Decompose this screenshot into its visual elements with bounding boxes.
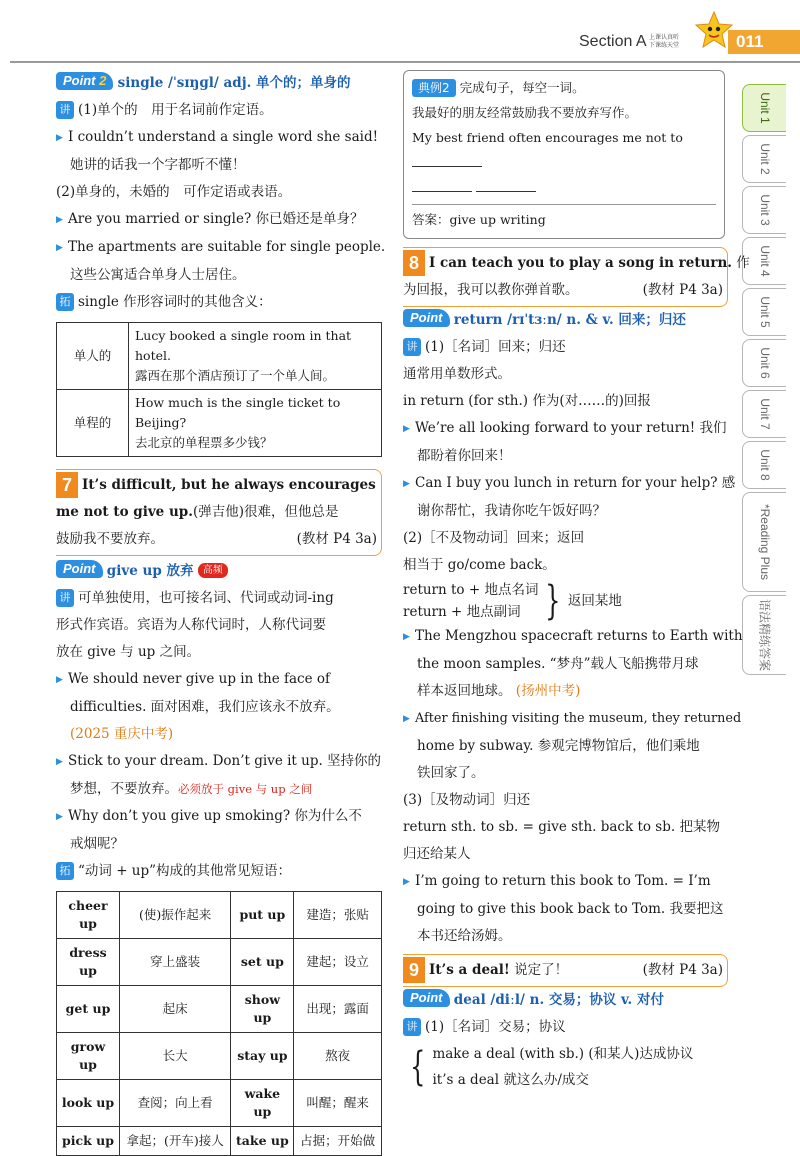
sentence-7-box <box>56 469 382 556</box>
table-cell: 占据；开始做 <box>294 1127 382 1156</box>
sentence-9-translation: 说定了！ <box>514 962 569 978</box>
tab-label: Unit 4 <box>757 245 772 277</box>
deal-sense-1: (1)［名词］交易；协议 <box>425 1019 566 1035</box>
point-tag-text: Point <box>63 73 96 88</box>
section-label: Section A <box>579 33 647 50</box>
table-cell: 穿上盛装 <box>120 939 231 986</box>
page-number: 011 <box>728 30 800 54</box>
tab-unit-7[interactable] <box>742 390 786 438</box>
example-sentence: After finishing visiting the museum, they returned <box>415 711 742 726</box>
right-column <box>403 70 750 1093</box>
table-cell: 熬夜 <box>294 1033 382 1080</box>
table-cell: 单人的 <box>57 323 129 390</box>
explain-icon: 讲 <box>56 101 74 119</box>
tab-unit-5[interactable] <box>742 288 786 336</box>
table-cell: 建起；设立 <box>294 939 382 986</box>
example-translation: 这些公寓适合单身人士居住。 <box>70 267 246 283</box>
example-tag: 典例2 <box>412 79 456 97</box>
table-row <box>57 939 382 986</box>
example-2-box <box>403 70 725 239</box>
sentence-8-line-2: 为回报，我可以教你弹首歌。 <box>403 282 579 298</box>
sentence-7-line-2b: (弹吉他)很难，但他总是 <box>192 504 339 520</box>
tab-label: Unit 2 <box>757 143 772 175</box>
example-sentence: The Mengzhou spacecraft returns to Earth with <box>415 628 743 644</box>
example-task: 完成句子，每空一词。 <box>459 80 585 95</box>
table-cell: take up <box>231 1127 294 1156</box>
sentence-7-line-1: It’s difficult, but he always encourages <box>82 477 376 493</box>
bullet-icon: ▶ <box>403 424 410 434</box>
give-up-heading <box>56 558 382 585</box>
tab-label: Unit 3 <box>757 194 772 226</box>
sentence-number: 7 <box>56 472 78 498</box>
sentence-7-line-3: 鼓励我不要放弃。 <box>56 531 164 547</box>
answer-blank[interactable] <box>412 153 482 167</box>
p2-sense-2: (2)单身的，未婚的 可作定语或表语。 <box>56 184 292 200</box>
sentence-8-line-1b: 作 <box>736 255 750 271</box>
example-translation: 铁回家了。 <box>417 765 485 781</box>
tab-label: *Reading Plus <box>757 503 772 581</box>
header-rule <box>10 61 800 63</box>
example-sentence: the moon samples. “梦舟”载人飞船携带月球 <box>417 656 699 672</box>
table-cell: grow up <box>57 1033 120 1080</box>
tab-label: Unit 5 <box>757 296 772 328</box>
brace-icon: { <box>410 1044 426 1090</box>
tab-unit-2[interactable] <box>742 135 786 183</box>
example-translation: 谢你帮忙，我请你吃午饭好吗？ <box>417 503 606 519</box>
example-sentence: home by subway. 参观完博物馆后，他们乘地 <box>417 738 700 754</box>
tab-label: Unit 7 <box>757 398 772 430</box>
bullet-icon: ▶ <box>403 714 410 724</box>
table-cell: wake up <box>231 1080 294 1127</box>
table-cell: 单程的 <box>57 390 129 457</box>
phrase-extension: “动词 + up”构成的其他常见短语： <box>78 863 292 879</box>
sentence-8-box <box>403 247 750 307</box>
bullet-icon: ▶ <box>56 812 63 822</box>
tab-label: 语法精练答案 <box>757 598 771 672</box>
return-phrase-meaning: 归还给某人 <box>403 846 471 862</box>
example-sentence: Are you married or single? 你已婚还是单身？ <box>68 211 364 227</box>
sentence-8-line-1: I can teach you to play a song in return. <box>429 255 732 271</box>
left-column <box>56 70 386 1156</box>
table-cell: stay up <box>231 1033 294 1080</box>
example-translation: 她讲的话我一个字都听不懂！ <box>70 157 246 173</box>
return-note: 通常用单数形式。 <box>403 366 511 382</box>
point-tag <box>56 72 113 90</box>
point-tag: Point <box>403 989 450 1007</box>
tab-label: Unit 6 <box>757 347 772 379</box>
deal-phrases-block <box>403 1041 728 1093</box>
example-answer: 答案：give up writing <box>412 204 716 232</box>
deal-phrase: it’s a deal 就这么办/成交 <box>432 1072 589 1088</box>
tab-unit-8[interactable] <box>742 441 786 489</box>
give-up-word: give up 放弃 <box>106 563 194 579</box>
deal-heading <box>403 987 728 1014</box>
tab-label: Unit 1 <box>757 92 772 124</box>
table-cell <box>129 323 382 390</box>
p2-extension: single 作形容词时的其他含义： <box>78 294 272 310</box>
bullet-icon: ▶ <box>56 243 63 253</box>
cell-zh: 去北京的单程票多少钱？ <box>135 435 273 450</box>
tab-unit-1[interactable] <box>742 84 786 132</box>
sentence-number: 9 <box>403 957 425 983</box>
answer-blank[interactable] <box>412 178 472 192</box>
table-cell: show up <box>231 986 294 1033</box>
single-meanings-table <box>56 322 382 457</box>
table-row <box>57 1127 382 1156</box>
table-row <box>57 986 382 1033</box>
table-cell: look up <box>57 1080 120 1127</box>
bullet-icon: ▶ <box>403 877 410 887</box>
point-2-heading <box>56 70 382 97</box>
table-cell: cheer up <box>57 892 120 939</box>
brace-icon: } <box>545 578 561 624</box>
bullet-icon: ▶ <box>403 479 410 489</box>
sentence-9-box <box>403 954 728 987</box>
example-prompt-zh: 我最好的朋友经常鼓励我不要放弃写作。 <box>412 105 638 120</box>
bullet-icon: ▶ <box>56 133 63 143</box>
table-cell: 起床 <box>120 986 231 1033</box>
example-translation: 戒烟呢？ <box>70 836 124 852</box>
textbook-ref: (教材 P4 3a) <box>642 962 723 978</box>
sentence-number: 8 <box>403 250 425 276</box>
return-place-block <box>403 579 728 623</box>
point-2-word: single /ˈsɪŋɡl/ adj. 单个的；单身的 <box>117 75 351 91</box>
return-sense-2: (2)［不及物动词］回来；返回 <box>403 530 585 546</box>
textbook-ref: (教材 P4 3a) <box>296 531 377 547</box>
return-word: return /rɪˈtɜːn/ n. & v. 回来；归还 <box>453 312 686 328</box>
example-sentence: I couldn’t understand a single word she said! <box>68 129 379 145</box>
tab-unit-3[interactable] <box>742 186 786 234</box>
table-cell: 建造；张贴 <box>294 892 382 939</box>
exam-source: (扬州中考) <box>515 683 581 699</box>
table-cell: 叫醒；醒来 <box>294 1080 382 1127</box>
extend-icon: 拓 <box>56 293 74 311</box>
table-cell: 拿起；(开车)接人 <box>120 1127 231 1156</box>
slogan-line-2: 下课练天堂 <box>649 42 680 49</box>
cell-en: How much is the single ticket to Beijing? <box>135 395 341 430</box>
table-row <box>57 1033 382 1080</box>
deal-phrase: make a deal (with sb.) (和某人)达成协议 <box>432 1046 694 1062</box>
cell-en: Lucy booked a single room in that hotel. <box>135 328 352 363</box>
tab-unit-6[interactable] <box>742 339 786 387</box>
table-cell: (使)振作起来 <box>120 892 231 939</box>
example-sentence: Can I buy you lunch in return for your help? 感 <box>415 475 736 491</box>
example-sentence: We’re all looking forward to your return! 我们 <box>415 420 727 436</box>
bullet-icon: ▶ <box>56 215 63 225</box>
example-translation: 样本返回地球。 <box>417 683 512 699</box>
table-cell: dress up <box>57 939 120 986</box>
example-translation: 本书还给汤姆。 <box>417 928 512 944</box>
return-heading <box>403 307 728 334</box>
example-sentence: going to give this book back to Tom. 我要把这 <box>417 901 724 917</box>
exam-source: (2025 重庆中考) <box>70 726 174 742</box>
high-frequency-badge: 高频 <box>198 563 228 578</box>
bullet-icon: ▶ <box>56 757 63 767</box>
sentence-9-text: It’s a deal! <box>429 962 510 978</box>
tab-label: Unit 8 <box>757 449 772 481</box>
point-number: 2 <box>99 73 107 88</box>
sentence-7-line-2a: me not to give up. <box>56 504 193 520</box>
example-sentence: The apartments are suitable for single people. <box>68 239 386 255</box>
explain-icon: 讲 <box>56 589 74 607</box>
give-up-desc: 形式作宾语。宾语为人称代词时，人称代词要 <box>56 617 326 633</box>
give-up-desc: 放在 give 与 up 之间。 <box>56 644 201 660</box>
phrase-table <box>56 891 382 1156</box>
tab-reading-plus[interactable] <box>742 492 786 592</box>
table-row <box>57 892 382 939</box>
table-cell: put up <box>231 892 294 939</box>
example-translation: 都盼着你回来！ <box>417 448 512 464</box>
explain-icon: 讲 <box>403 338 421 356</box>
example-sentence: difficulties. 面对困难，我们应该永不放弃。 <box>70 699 340 715</box>
cell-zh: 露西在那个酒店预订了一个单人间。 <box>135 368 336 383</box>
example-sentence: I’m going to return this book to Tom. = I’m <box>415 873 711 889</box>
explain-icon: 讲 <box>403 1018 421 1036</box>
slogan-line-1: 上课认真听 <box>649 34 680 41</box>
section-slogan <box>649 34 679 50</box>
bullet-icon: ▶ <box>56 675 63 685</box>
example-prompt-en: My best friend often encourages me not to <box>412 130 683 145</box>
table-cell: 查阅；向上看 <box>120 1080 231 1127</box>
return-sense-3: (3)［及物动词］归还 <box>403 792 531 808</box>
table-cell: 长大 <box>120 1033 231 1080</box>
return-phrase: return sth. to sb. = give sth. back to sb. 把某物 <box>403 819 720 835</box>
example-sentence: We should never give up in the face of <box>68 671 331 687</box>
extend-icon: 拓 <box>56 862 74 880</box>
answer-blank[interactable] <box>476 178 536 192</box>
table-cell <box>129 390 382 457</box>
return-phrase: in return (for sth.) 作为(对……的)回报 <box>403 393 651 409</box>
point-tag: Point <box>403 309 450 327</box>
table-cell: get up <box>57 986 120 1033</box>
table-row <box>57 323 382 390</box>
return-pattern: return to + 地点名词 <box>403 582 539 598</box>
return-pattern: return + 地点副词 <box>403 604 521 620</box>
table-cell: set up <box>231 939 294 986</box>
give-up-desc: 可单独使用，也可接名词、代词或动词-ing <box>78 590 334 606</box>
textbook-ref: (教材 P4 3a) <box>642 282 723 298</box>
return-sense-1: (1)［名词］回来；归还 <box>425 339 566 355</box>
table-row <box>57 1080 382 1127</box>
point-tag: Point <box>56 560 103 578</box>
return-pattern-meaning: 返回某地 <box>567 593 622 609</box>
bullet-icon: ▶ <box>403 632 410 642</box>
red-note: 必须放于 give 与 up 之间 <box>178 782 313 796</box>
table-cell: 出现；露面 <box>294 986 382 1033</box>
deal-word: deal /diːl/ n. 交易；协议 v. 对付 <box>453 992 664 1008</box>
tab-grammar-answers[interactable] <box>742 595 786 675</box>
table-row <box>57 390 382 457</box>
example-sentence: Why don’t you give up smoking? 你为什么不 <box>68 808 362 824</box>
example-translation: 梦想，不要放弃。 <box>70 781 178 797</box>
return-note: 相当于 go/come back。 <box>403 557 556 573</box>
example-sentence: Stick to your dream. Don’t give it up. 坚持你的 <box>68 753 382 769</box>
table-cell: pick up <box>57 1127 120 1156</box>
p2-sense-1: (1)单个的 用于名词前作定语。 <box>78 102 273 118</box>
